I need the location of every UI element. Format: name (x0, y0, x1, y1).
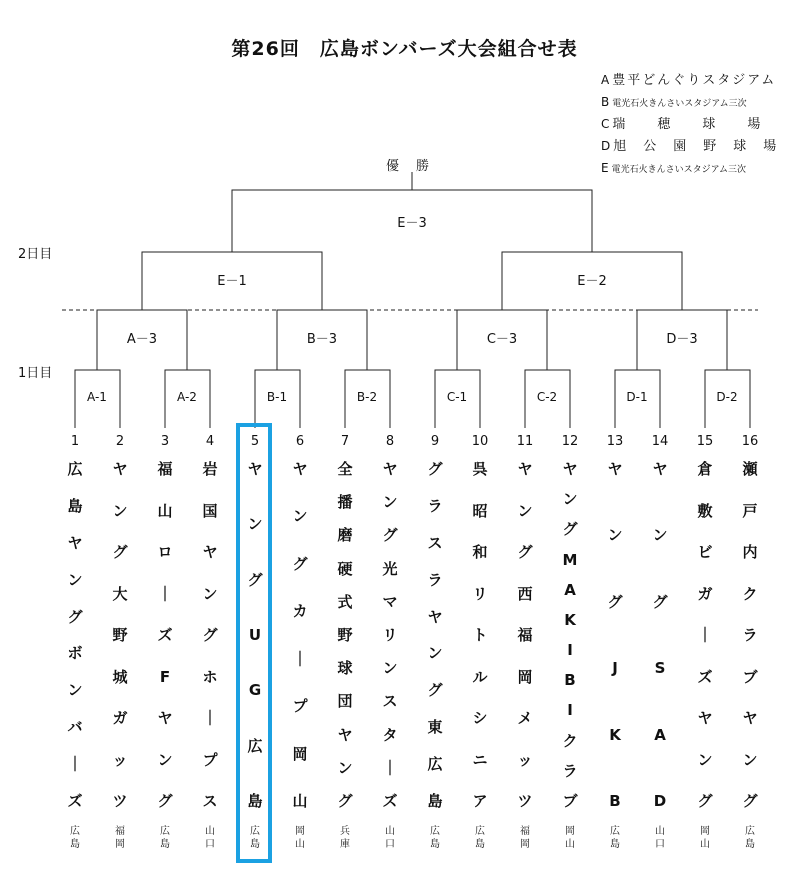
team-prefecture: 広 島 (475, 826, 485, 850)
venue-name: 電光石火きんさいスタジアム三次 (611, 165, 746, 175)
team-name: ヤ ン グ M A K I B I ク ラ ブ (562, 460, 578, 810)
team-number: 10 (471, 434, 489, 449)
team-prefecture: 福 岡 (520, 826, 530, 850)
team-prefecture: 広 島 (745, 826, 755, 850)
venue-name: 瑞 穂 球 場 (612, 117, 763, 132)
team-prefecture: 広 島 (160, 826, 170, 850)
team-number: 4 (205, 434, 215, 449)
team-prefecture: 山 口 (385, 826, 395, 850)
venue-name: 旭 公 園 野 球 場 (613, 139, 779, 154)
team-name: 全 播 磨 硬 式 野 球 団 ヤ ン グ (337, 460, 353, 810)
team-name: 広 島 ヤ ン グ ボ ン バ ｜ ズ (67, 460, 83, 810)
venue-letter: E (601, 161, 609, 175)
team-name: 瀬 戸 内 ク ラ ブ ヤ ン グ (742, 460, 758, 810)
team-number: 12 (561, 434, 579, 449)
game-label-e1: E－1 (217, 274, 247, 289)
game-label-a3: A－3 (126, 332, 158, 347)
game-label-d2: D-2 (716, 390, 738, 404)
team-number: 9 (430, 434, 440, 449)
game-label-a2: A-2 (177, 390, 197, 404)
team-name: ヤ ン グ J K B (607, 460, 623, 810)
day2-label: 2日目 (18, 247, 53, 262)
team-prefecture: 広 島 (70, 826, 80, 850)
team-number: 5 (250, 434, 260, 449)
team-number: 6 (295, 434, 305, 449)
team-name: ヤ ン グ 西 福 岡 メ ッ ツ (517, 460, 533, 810)
game-label-c1: C-1 (446, 390, 468, 404)
venue-letter: C (601, 117, 610, 131)
game-label-c3: C－3 (486, 332, 518, 347)
team-prefecture: 山 口 (655, 826, 665, 850)
team-name: 倉 敷 ビ ガ ｜ ズ ヤ ン グ (697, 460, 713, 810)
team-prefecture: 福 岡 (115, 826, 125, 850)
game-label-d3: D－3 (666, 332, 698, 347)
game-label-b3: B－3 (306, 332, 338, 347)
team-number: 2 (115, 434, 125, 449)
team-number: 13 (606, 434, 624, 449)
team-prefecture: 岡 山 (565, 826, 575, 850)
team-prefecture: 岡 山 (295, 826, 305, 850)
team-number: 8 (385, 434, 395, 449)
team-name: グ ラ ス ラ ヤ ン グ 東 広 島 (427, 460, 443, 810)
team-number: 11 (516, 434, 534, 449)
game-label-e2: E－2 (577, 274, 607, 289)
day1-label: 1日目 (18, 366, 53, 381)
game-label-b2: B-2 (356, 390, 378, 404)
team-name: ヤ ン グ カ ｜ プ 岡 山 (292, 460, 308, 810)
game-label-d1: D-1 (626, 390, 648, 404)
team-name: ヤ ン グ S A D (652, 460, 668, 810)
team-number: 14 (651, 434, 669, 449)
highlighted-team-box (236, 423, 272, 863)
team-number: 16 (741, 434, 759, 449)
team-name: 呉 昭 和 リ ト ル シ ニ ア (472, 460, 488, 810)
team-number: 7 (340, 434, 350, 449)
venue-letter: D (601, 139, 611, 153)
venue-letter: B (601, 95, 610, 109)
team-name: 岩 国 ヤ ン グ ホ ｜ プ ス (202, 460, 218, 810)
team-name: ヤ ン グ U G 広 島 (247, 460, 263, 810)
team-prefecture: 広 島 (610, 826, 620, 850)
game-label-a1: A-1 (87, 390, 107, 404)
team-prefecture: 広 島 (430, 826, 440, 850)
team-prefecture: 山 口 (205, 826, 215, 850)
team-prefecture: 兵 庫 (340, 826, 350, 850)
team-name: 福 山 ロ ｜ ズ F ヤ ン グ (157, 460, 173, 810)
team-number: 3 (160, 434, 170, 449)
game-label-c2: C-2 (536, 390, 558, 404)
venue-name: 電光石火きんさいスタジアム三次 (612, 99, 747, 109)
team-number: 15 (696, 434, 714, 449)
game-label-e3: E－3 (397, 216, 427, 231)
team-name: ヤ ン グ 大 野 城 ガ ッ ツ (112, 460, 128, 810)
team-prefecture: 広 島 (250, 826, 260, 850)
champion-label: 優 勝 (386, 159, 432, 174)
team-number: 1 (70, 434, 80, 449)
team-prefecture: 岡 山 (700, 826, 710, 850)
game-label-b1: B-1 (266, 390, 288, 404)
venue-letter: A (601, 73, 610, 87)
team-name: ヤ ン グ 光 マ リ ン ス タ ｜ ズ (382, 460, 398, 810)
venue-name: 豊平どんぐりスタジアム (612, 73, 777, 88)
page-title: 第26回 広島ボンバーズ大会組合せ表 (231, 38, 578, 60)
